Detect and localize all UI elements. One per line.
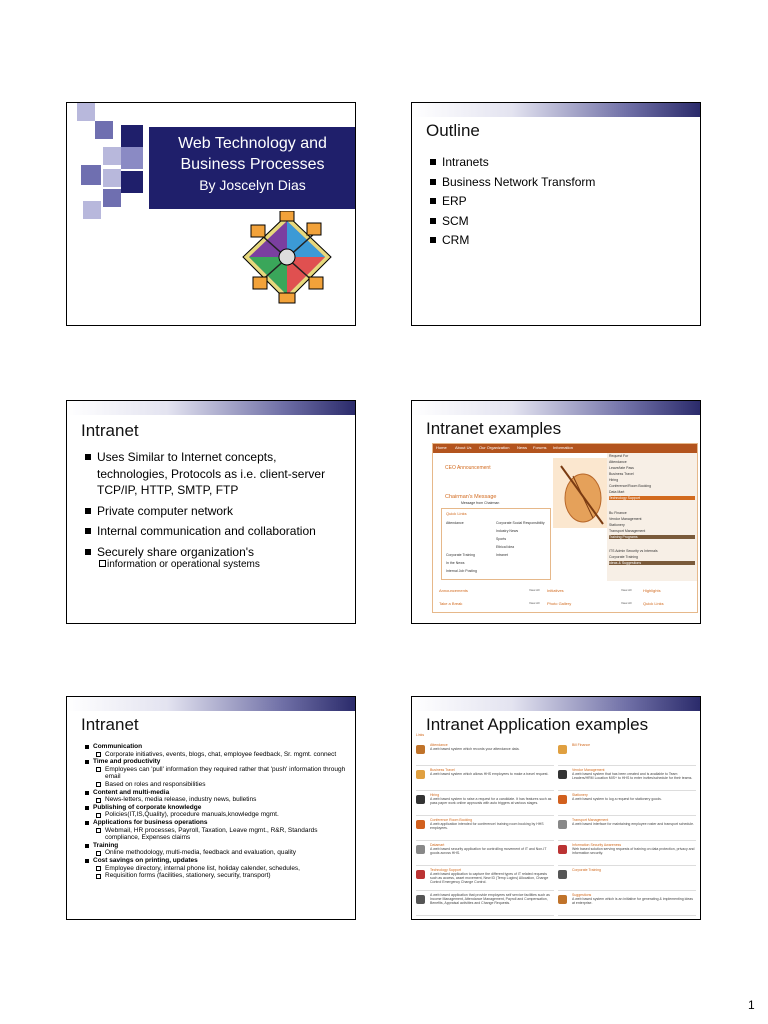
- list-item-sub: Based on roles and responsibilities: [85, 781, 351, 789]
- mock-sidebar: Request For Attendance Leave/late Pass Business Travel Hiring Conference/Room Booking Data Mart Technology Support Bu Finance Vendor Management Stationery Transport Management Training Programs ITS Admin Security vs Internals Corporate Training Ideas & Suggestions: [607, 453, 697, 581]
- app-icon: [558, 770, 567, 779]
- violin-image-icon: [553, 458, 609, 528]
- divider: [416, 890, 554, 891]
- slide-title-text: [149, 133, 356, 196]
- app-entry[interactable]: Information Security Awareness Web based solution serving requests of training on data protection, privacy and information security.: [572, 843, 695, 855]
- author: By Joscelyn Dias: [199, 177, 306, 193]
- list-item-heading: Training: [85, 842, 351, 850]
- list-item-sub: Employees can 'pull' information they required rather that 'push' information through email: [85, 766, 351, 781]
- list-item-sub: Webmail, HR processes, Payroll, Taxation, Leave mgmt., R&R, Standards compliance, Expenses claims: [85, 827, 351, 842]
- title-gradient-bar: [412, 103, 700, 117]
- quick-links-box: [441, 508, 551, 580]
- divider: [558, 815, 696, 816]
- app-icon: [558, 895, 567, 904]
- slide-title: Intranet Application examples: [426, 715, 649, 734]
- sub-bullet: information or operational systems: [99, 559, 260, 570]
- list-item: Internal communication and collaboration: [85, 523, 347, 540]
- list-item-heading: Time and productivity: [85, 758, 351, 766]
- slide-intranet-detail: [66, 696, 356, 920]
- app-entry[interactable]: Corporate Training: [572, 868, 601, 872]
- view-all[interactable]: View All: [621, 588, 632, 592]
- app-entry[interactable]: Technology Support A web based application to capture the different types of IT related requests such as access, asset movement, New ID (Temp Logins) Allocation, Change Control Emergency Change Control.: [430, 868, 549, 884]
- chairman-message: Chairman's Message: [445, 494, 497, 500]
- divider: [416, 765, 554, 766]
- title-gradient-bar: [412, 401, 700, 415]
- list-item: CRM: [430, 231, 595, 251]
- app-entry[interactable]: Stationery A web based system to log a request for stationery goods.: [572, 793, 662, 801]
- network-clipart-icon: [239, 211, 335, 305]
- decor-square: [121, 171, 143, 193]
- decor-square: [77, 103, 95, 121]
- divider: [416, 865, 554, 866]
- app-icon: [558, 870, 567, 879]
- list-item-sub: News-letters, media release, industry news, bulletins: [85, 796, 351, 804]
- divider: [416, 815, 554, 816]
- app-entry[interactable]: Hiring A web based system to raise a request for a candidate. It has features such as pass paper work online approvals with auto triggers at various stages.: [430, 793, 552, 805]
- decor-square: [103, 169, 121, 187]
- app-entry[interactable]: A web based application that provide employees self service facilities such as Income Management, Attendance Management, Payroll and Compensation, Benefits, Appraisal activities and Change Requests.: [430, 893, 550, 905]
- list-item-sub: Employee directory, internal phone list, holiday calender, schedules,: [85, 865, 351, 873]
- highlights: Highlights: [643, 588, 661, 593]
- intranet-bullets: [85, 449, 347, 560]
- slide-outline: [411, 102, 701, 326]
- divider: [416, 840, 554, 841]
- list-item-sub: Requisition forms (facilities, stationery, security, transport): [85, 872, 351, 880]
- divider: [558, 765, 696, 766]
- app-icon: [558, 745, 567, 754]
- outline-list: [430, 153, 595, 251]
- app-icon: [558, 845, 567, 854]
- mock-nav: Home About Us Our Organization News Forums Information: [433, 444, 697, 453]
- quick-links-title: Quick Links: [446, 511, 467, 516]
- list-item: Business Network Transform: [430, 173, 595, 193]
- app-entry[interactable]: Transport Management A web based interface for maintaining employee roster and transport schedule.: [572, 818, 694, 826]
- slide-intranet: [66, 400, 356, 624]
- list-item-heading: Publishing of corporate knowledge: [85, 804, 351, 812]
- list-item: Intranets: [430, 153, 595, 173]
- decor-square: [121, 147, 143, 169]
- list-item-heading: Communication: [85, 743, 351, 751]
- announcements: Announcements: [439, 588, 468, 593]
- list-item-sub: Policies(IT,IS,Quality), procedure manuals,knowledge mgmt.: [85, 811, 351, 819]
- decor-square: [95, 121, 113, 139]
- chairman-sub: Message from Chairman: [461, 501, 500, 505]
- app-icon: [416, 770, 425, 779]
- decor-square: [83, 201, 101, 219]
- title-gradient-bar: [412, 697, 700, 711]
- list-item: Securely share organization's: [85, 544, 347, 561]
- app-entry[interactable]: Datamart A web based security application for controlling movement of IT and Non-IT goods across HHS.: [430, 843, 547, 855]
- slide-title: Outline: [426, 121, 480, 140]
- app-icon: [416, 845, 425, 854]
- app-entry[interactable]: Attendance A web based system which records your attendance data.: [430, 743, 520, 751]
- list-item-heading: Applications for business operations: [85, 819, 351, 827]
- slide-intranet-examples: [411, 400, 701, 624]
- links-right: Corporate Social Responsibility Industry News Sports Ethical idea Intranet: [496, 521, 545, 557]
- app-icon: [558, 795, 567, 804]
- decor-square: [103, 189, 121, 207]
- slide-title: [66, 102, 356, 326]
- app-entry[interactable]: Vendor Management A web based system that has been created and is available to Team Leaders/HRM Location MIS+ to HHS to enter invites/schedule for their teams.: [572, 768, 693, 780]
- initiatives: Initiatives: [547, 588, 564, 593]
- intranet-screenshot: [432, 443, 698, 613]
- quick-links-bottom: Quick Links: [643, 601, 664, 606]
- slide-intranet-apps: [411, 696, 701, 920]
- decor-square: [103, 147, 121, 165]
- divider: [416, 790, 554, 791]
- app-icon: [416, 870, 425, 879]
- app-icon: [416, 820, 425, 829]
- decor-square: [81, 165, 101, 185]
- app-entry[interactable]: Suggestions A web based system which is an initiative for generating & implementing ideas at enterprise.: [572, 893, 694, 905]
- divider: [558, 840, 696, 841]
- app-entry[interactable]: Business Travel A web based system which allows HHS employees to make a travel request.: [430, 768, 549, 776]
- title-gradient-bar: [67, 697, 355, 711]
- list-item: Private computer network: [85, 503, 347, 520]
- title-line-1: Web Technology and: [178, 135, 327, 152]
- photo-gallery: Photo Gallery: [547, 601, 572, 606]
- app-icon: [558, 820, 567, 829]
- list-item: ERP: [430, 192, 595, 212]
- app-icon: [416, 895, 425, 904]
- intranet-detail-list: [85, 743, 351, 880]
- app-entry[interactable]: Conference Room Booking A web application intended for conference/ training room booking by HHS employees.: [430, 818, 544, 830]
- list-item-sub: Corporate initiatives, events, blogs, chat, employee feedback, Sr. mgmt. connect: [85, 751, 351, 759]
- take-a-break: Take a Break: [439, 601, 463, 606]
- list-item-heading: Content and multi-media: [85, 789, 351, 797]
- slide-title: Intranet: [81, 715, 139, 734]
- page-number: 1: [748, 998, 755, 1012]
- divider: [558, 890, 696, 891]
- list-item: SCM: [430, 212, 595, 232]
- list-item-heading: Cost savings on printing, updates: [85, 857, 351, 865]
- links-left: Attendance Corporate Training In the News Internal Job Posting: [446, 521, 477, 573]
- slide-title: Intranet: [81, 421, 139, 440]
- list-item-sub: Online methodology, multi-media, feedback and evaluation, quality: [85, 849, 351, 857]
- slide-title: Intranet examples: [426, 419, 562, 438]
- app-icon: [416, 745, 425, 754]
- list-item: Uses Similar to Internet concepts, technologies, Protocols as i.e. client-server TCP/IP, HTTP, SMTP, FTP: [85, 449, 347, 499]
- divider: [416, 915, 554, 916]
- decor-square: [121, 125, 143, 147]
- divider: [558, 790, 696, 791]
- divider: [558, 915, 696, 916]
- view-all[interactable]: View All: [621, 601, 632, 605]
- title-line-2: Business Processes: [180, 156, 325, 173]
- view-all[interactable]: View All: [529, 601, 540, 605]
- divider: [558, 865, 696, 866]
- view-all[interactable]: View All: [529, 588, 540, 592]
- app-entry[interactable]: Bill Finance: [572, 743, 591, 747]
- links-label: Links: [416, 733, 425, 737]
- app-icon: [416, 795, 425, 804]
- title-gradient-bar: [67, 401, 355, 415]
- apps-grid: [414, 741, 698, 917]
- ceo-announcement: CEO Announcement: [445, 465, 491, 471]
